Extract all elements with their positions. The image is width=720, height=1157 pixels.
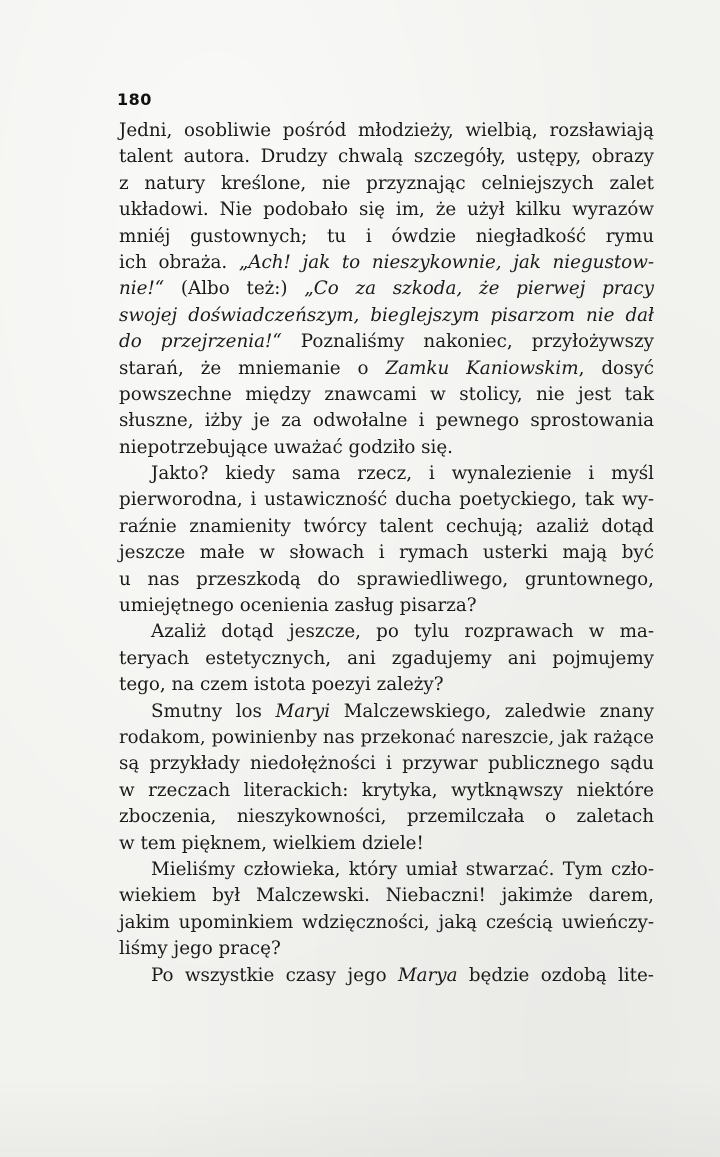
- italic-text: „Ach! jak to nieszykownie, jak niegustow-: [238, 251, 655, 273]
- text-run: pierworodna, i ustawiczność ducha poetyckiego, tak wy-: [119, 489, 654, 511]
- text-line: [119, 303, 654, 329]
- italic-text: Zamku Kaniowskim: [385, 357, 579, 379]
- text-line: [119, 224, 654, 250]
- text-run: Poznaliśmy nakoniec, przyłożywszy: [281, 331, 654, 353]
- text-line: [119, 329, 654, 355]
- text-line: [119, 672, 654, 698]
- italic-text: do przejrzenia!“: [119, 331, 282, 353]
- text-line: [119, 725, 654, 751]
- text-run: są przykłady niedołężności i przywar publicznego sądu: [119, 753, 654, 775]
- text-run: talent autora. Drudzy chwalą szczegóły, ustępy, obrazy: [119, 146, 654, 168]
- text-line: [119, 883, 654, 909]
- text-run: mniéj gustownych; tu i ówdzie niegładkość rymu: [119, 225, 654, 247]
- text-run: umiejętnego ocenienia zasług pisarza?: [119, 595, 477, 617]
- italic-text: swojej doświadczeńszym, bieglejszym pisarzom nie dał: [119, 304, 654, 326]
- text-line: [119, 171, 654, 197]
- text-run: Po wszystkie czasy jego: [151, 964, 398, 986]
- text-line: [119, 250, 654, 276]
- text-line: [119, 567, 654, 593]
- italic-text: Maryi: [275, 700, 331, 722]
- text-line: [119, 699, 654, 725]
- page-shading: [0, 1077, 720, 1157]
- text-run: Mieliśmy człowieka, który umiał stwarzać. Tym czło-: [151, 858, 654, 880]
- text-line: [119, 408, 654, 434]
- text-line: [119, 461, 654, 487]
- text-line: [119, 619, 654, 645]
- italic-text: Marya: [397, 964, 458, 986]
- text-line: [119, 382, 654, 408]
- text-line: [119, 144, 654, 170]
- text-run: jakim upominkiem wdzięczności, jaką cześcią uwieńczy-: [119, 911, 654, 933]
- text-run: w rzeczach literackich: krytyka, wytknąwszy niektóre: [119, 779, 654, 801]
- text-run: liśmy jego pracę?: [119, 938, 281, 960]
- text-line: [119, 910, 654, 936]
- text-line: [119, 593, 654, 619]
- text-run: niepotrzebujące uważać godziło się.: [119, 436, 453, 458]
- text-line: [119, 540, 654, 566]
- text-line: [119, 276, 654, 302]
- text-run: , dosyć: [578, 357, 655, 379]
- text-run: z natury kreślone, nie przyznając celniejszych zalet: [119, 172, 654, 194]
- text-line: [119, 514, 654, 540]
- text-line: [119, 963, 654, 989]
- italic-text: „Co za szkoda, że pierwej pracy: [304, 278, 654, 300]
- text-run: będzie ozdobą lite-: [457, 964, 654, 986]
- text-line: [119, 118, 654, 144]
- text-run: w tem pięknem, wielkiem dziele!: [119, 832, 424, 854]
- text-run: ich obraża.: [119, 251, 239, 273]
- text-line: [119, 857, 654, 883]
- text-line: [119, 778, 654, 804]
- text-run: starań, że mniemanie o: [119, 357, 386, 379]
- text-run: powszechne między znawcami w stolicy, nie jest tak: [119, 383, 654, 405]
- text-run: Smutny los: [151, 700, 276, 722]
- page-number: 180: [117, 90, 152, 109]
- text-run: (Albo też:): [164, 278, 305, 300]
- body-text: [119, 118, 654, 989]
- text-run: zboczenia, nieszykowności, przemilczała o zaletach: [119, 806, 654, 828]
- text-run: słuszne, iżby je za odwołalne i pewnego sprostowania: [119, 410, 654, 432]
- text-line: [119, 831, 654, 857]
- text-line: [119, 804, 654, 830]
- text-line: [119, 646, 654, 672]
- text-line: [119, 487, 654, 513]
- text-run: Jedni, osobliwie pośród młodzieży, wielbią, rozsławiają: [119, 120, 654, 141]
- italic-text: nie!“: [119, 278, 165, 300]
- text-run: układowi. Nie podobało się im, że użył kilku wyrazów: [119, 199, 654, 221]
- text-line: [119, 197, 654, 223]
- text-run: teryach estetycznych, ani zgadujemy ani pojmujemy: [119, 647, 654, 669]
- text-line: [119, 435, 654, 461]
- text-run: jeszcze małe w słowach i rymach usterki mają być: [119, 542, 654, 564]
- text-line: [119, 356, 654, 382]
- text-run: raźnie znamienity twórcy talent cechują; azaliż dotąd: [119, 515, 654, 537]
- text-run: Jakto? kiedy sama rzecz, i wynalezienie i myśl: [151, 463, 654, 485]
- text-run: Malczewskiego, zaledwie znany: [330, 700, 654, 722]
- text-line: [119, 751, 654, 777]
- text-run: tego, na czem istota poezyi zależy?: [119, 674, 444, 696]
- text-run: wiekiem był Malczewski. Niebaczni! jakimże darem,: [119, 885, 654, 907]
- text-line: [119, 936, 654, 962]
- text-run: u nas przeszkodą do sprawiedliwego, gruntownego,: [119, 568, 654, 590]
- text-run: rodakom, powinienby nas przekonać nareszcie, jak rażące: [119, 726, 654, 748]
- text-run: Azaliż dotąd jeszcze, po tylu rozprawach w ma-: [151, 621, 654, 643]
